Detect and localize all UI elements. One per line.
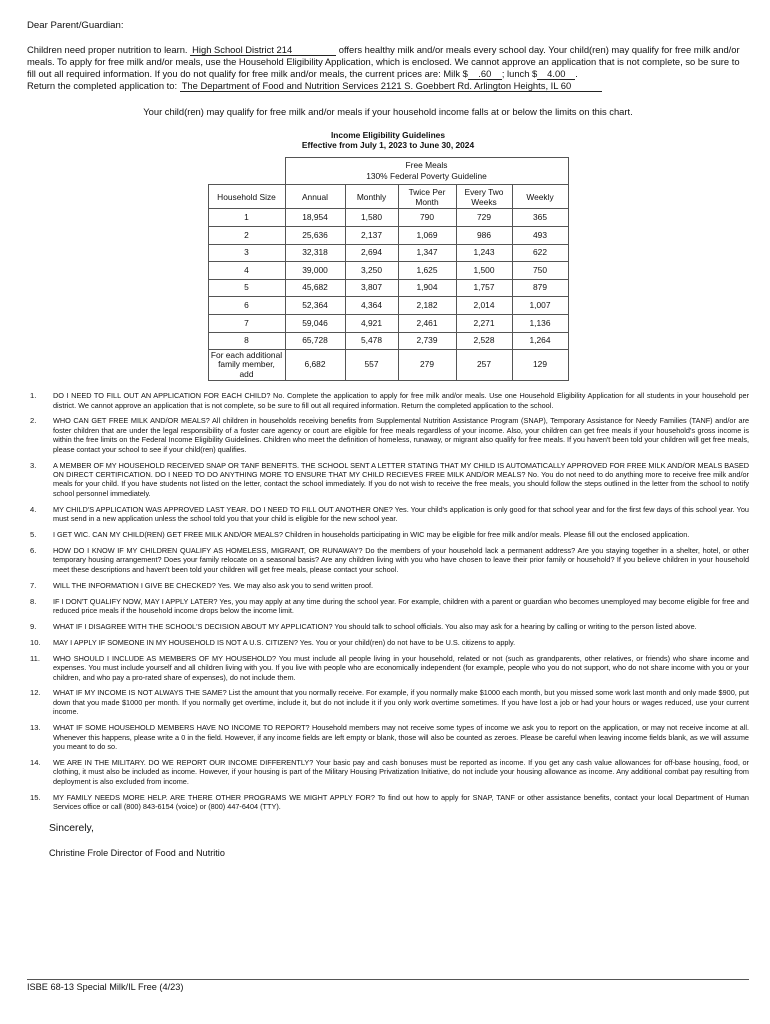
faq-text: MAY I APPLY IF SOMEONE IN MY HOUSEHOLD IS NOT A U.S. CITIZEN? Yes. You or your child(ren) do not have to be U.S. citizens to apply. bbox=[53, 637, 516, 647]
faq-item bbox=[27, 688, 749, 716]
intro-text-2: offers healthy milk and/or meals every school day. Your child(ren) may qualify for free milk and/or meals. To apply for free milk and/or meals, use the Household Eligibility Application, which is enclosed. We cannot approve an application that is not complete, so be sure to fill out all required information. If you do not qualify for free milk and/or meals, the current prices are: Milk $ bbox=[27, 44, 740, 80]
table-cell: 2,271 bbox=[456, 314, 512, 332]
table-cell: 1,264 bbox=[512, 332, 568, 350]
table-cell: 729 bbox=[456, 209, 512, 227]
table-cell: 279 bbox=[398, 350, 456, 381]
faq-item bbox=[27, 793, 749, 812]
table-cell: 8 bbox=[208, 332, 285, 350]
table-cell: 4 bbox=[208, 262, 285, 280]
column-header: Monthly bbox=[345, 185, 398, 209]
faq-number: 11. bbox=[30, 653, 40, 663]
table-cell: 2,461 bbox=[398, 314, 456, 332]
table-cell: 493 bbox=[512, 227, 568, 245]
table-row bbox=[208, 244, 568, 262]
faq-text: WE ARE IN THE MILITARY. DO WE REPORT OUR INCOME DIFFERENTLY? Your basic pay and cash bonuses must be reported as income. If you get any cash value allowances for off-base housing, food, or clothing, it must also be included as income. However, if your housing is part of the Military Housing Privatization Initiative, do not include your housing allowance as income. Any additional combat pay resulting from deployment is also excluded from income. bbox=[53, 757, 749, 786]
table-row bbox=[208, 297, 568, 315]
faq-text: WHO SHOULD I INCLUDE AS MEMBERS OF MY HOUSEHOLD? You must include all people living in your household, related or not (such as grandparents, other relatives, or friends) who share income and expenses. You must include yourself and all children living with you. If you live with people who are economically independent (for example, people who you do not support, who do not share income with you or your children, and who pay a pro-rated share of expenses), do not include them. bbox=[53, 653, 749, 682]
faq-item bbox=[27, 416, 749, 454]
table-cell: 1,007 bbox=[512, 297, 568, 315]
faq-text: A MEMBER OF MY HOUSEHOLD RECEIVED SNAP OR TANF BENEFITS. THE SCHOOL SENT A LETTER STATING THAT MY CHILD IS AUTOMATICALLY APPROVED FOR FREE MILK AND/OR MEALS BASED ON DIRECT CERTIFICATION. DO I NEED TO DO ANYTHING MORE TO ENSURE THAT MY CHILD RECIEVES FREE MILK AND/OR MEALS? No. You do not need to do anything more to receive free milk and/or meals for your child. If you have students not listed on the letter, contact the school immediately. If you do not wish to receive the free meals, you should follow the steps outlined in the letter from the school to notify school personnel immediately. bbox=[53, 460, 749, 498]
faq-number: 9. bbox=[30, 621, 37, 631]
table-row bbox=[208, 279, 568, 297]
column-header: Twice Per Month bbox=[398, 185, 456, 209]
table-cell: 2,137 bbox=[345, 227, 398, 245]
signer-name: Christine Frole Director of Food and Nutritio bbox=[49, 847, 225, 858]
table-cell: 4,364 bbox=[345, 297, 398, 315]
table-row bbox=[208, 350, 568, 381]
column-header: Every Two Weeks bbox=[456, 185, 512, 209]
table-cell: 986 bbox=[456, 227, 512, 245]
faq-item bbox=[27, 758, 749, 786]
faq-number: 8. bbox=[30, 596, 37, 606]
table-cell: 1,500 bbox=[456, 262, 512, 280]
table-cell: 750 bbox=[512, 262, 568, 280]
table-cell: 2,694 bbox=[345, 244, 398, 262]
table-cell: 1,069 bbox=[398, 227, 456, 245]
form-footer: ISBE 68-13 Special Milk/IL Free (4/23) bbox=[27, 979, 749, 992]
faq-number: 12. bbox=[30, 688, 41, 698]
qualify-statement: Your child(ren) may qualify for free milk and/or meals if your household income falls at or below the limits on this chart. bbox=[143, 106, 633, 118]
intro-text-4: . bbox=[575, 68, 578, 80]
intro-paragraph bbox=[27, 44, 749, 92]
faq-item bbox=[27, 546, 749, 574]
salutation: Dear Parent/Guardian: bbox=[27, 20, 124, 31]
table-cell: 2 bbox=[208, 227, 285, 245]
table-cell: 6 bbox=[208, 297, 285, 315]
table-row bbox=[208, 209, 568, 227]
table-cell: 1,347 bbox=[398, 244, 456, 262]
table-row bbox=[208, 262, 568, 280]
table-cell: 52,364 bbox=[285, 297, 345, 315]
faq-item bbox=[27, 391, 749, 410]
group-header bbox=[285, 158, 568, 185]
table-cell: 59,046 bbox=[285, 314, 345, 332]
table-cell: 365 bbox=[512, 209, 568, 227]
faq-number: 3. bbox=[30, 460, 37, 470]
table-cell: 6,682 bbox=[285, 350, 345, 381]
faq-number: 1. bbox=[30, 391, 37, 401]
table-cell: 1,904 bbox=[398, 279, 456, 297]
table-cell: 2,014 bbox=[456, 297, 512, 315]
table-effective-dates: Effective from July 1, 2023 to June 30, 2024 bbox=[301, 140, 475, 151]
faq-text: I GET WIC. CAN MY CHILD(REN) GET FREE MILK AND/OR MEALS? Children in households participating in WIC may be eligible for free milk and/or meals. Please fill out the enclosed application. bbox=[53, 530, 690, 540]
intro-text-3: ; lunch $ bbox=[501, 68, 538, 80]
return-address-field: The Department of Food and Nutrition Services 2121 S. Goebbert Rd. Arlington Heights, IL 60 bbox=[180, 81, 602, 92]
faq-text: DO I NEED TO FILL OUT AN APPLICATION FOR EACH CHILD? No. Complete the application to apply for free milk and/or meals. Use one Household Eligibility Application for all students in your household per district. We cannot approve an application that is not complete, so be sure to fill out all required information. Return the completed application to the school. bbox=[53, 391, 749, 410]
faq-number: 4. bbox=[30, 504, 37, 514]
table-cell: 7 bbox=[208, 314, 285, 332]
table-cell: 1,136 bbox=[512, 314, 568, 332]
column-header: Weekly bbox=[512, 185, 568, 209]
table-row bbox=[208, 227, 568, 245]
faq-number: 14. bbox=[30, 757, 41, 767]
faq-number: 6. bbox=[30, 545, 37, 555]
faq-number: 15. bbox=[30, 792, 41, 802]
table-cell: 5 bbox=[208, 279, 285, 297]
table-cell: 1,580 bbox=[345, 209, 398, 227]
table-cell: For each additional family member, add bbox=[208, 350, 285, 381]
intro-text-5: Return the completed application to: bbox=[27, 80, 178, 92]
table-cell: 5,478 bbox=[345, 332, 398, 350]
table-cell: 2,739 bbox=[398, 332, 456, 350]
faq-text: WILL THE INFORMATION I GIVE BE CHECKED? Yes. We may also ask you to send written proof. bbox=[53, 580, 374, 590]
faq-item bbox=[27, 505, 749, 524]
table-cell: 39,000 bbox=[285, 262, 345, 280]
table-cell: 1 bbox=[208, 209, 285, 227]
table-cell: 1,757 bbox=[456, 279, 512, 297]
group-header-1: Free Meals bbox=[405, 160, 448, 171]
faq-number: 2. bbox=[30, 416, 37, 426]
table-cell: 4,921 bbox=[345, 314, 398, 332]
faq-number: 13. bbox=[30, 723, 41, 733]
table-row bbox=[208, 332, 568, 350]
table-title-block bbox=[27, 130, 749, 151]
closing-sincerely: Sincerely, bbox=[49, 823, 94, 835]
faq-list bbox=[27, 391, 749, 811]
faq-text: MY CHILD'S APPLICATION WAS APPROVED LAST YEAR. DO I NEED TO FILL OUT ANOTHER ONE? Yes. Your child's application is only good for that school year and for the first few days of this school year. You must send in a new application unless the school told you that your child is eligible for the new school year. bbox=[53, 504, 749, 524]
milk-price-field: .60 bbox=[468, 69, 502, 80]
table-cell: 129 bbox=[512, 350, 568, 381]
table-cell: 65,728 bbox=[285, 332, 345, 350]
income-eligibility-table bbox=[208, 157, 569, 381]
faq-text: MY FAMILY NEEDS MORE HELP. ARE THERE OTHER PROGRAMS WE MIGHT APPLY FOR? To find out how to apply for SNAP, TANF or other assistance benefits, contact your local Department of Human Services office or call (800) 843-6154 (voice) or (800) 447-6404 (TTY). bbox=[53, 792, 749, 811]
table-cell: 1,625 bbox=[398, 262, 456, 280]
lunch-price-field: 4.00 bbox=[537, 69, 575, 80]
faq-text: HOW DO I KNOW IF MY CHILDREN QUALIFY AS HOMELESS, MIGRANT, OR RUNAWAY? Do the members of your household lack a permanent address? Are you staying together in a shelter, hotel, or other temporary housing arrangement? Does your family relocate on a seasonal basis? Are any children living with you who have chosen to leave their prior family or household? If you believe children in your household meet these descriptions and haven't been told your children will get free meals, please contact your school. bbox=[53, 545, 749, 574]
district-field: High School District 214 bbox=[190, 45, 336, 56]
faq-text: WHAT IF MY INCOME IS NOT ALWAYS THE SAME? List the amount that you normally receive. For example, if you normally make $1000 each month, but you missed some work last month and only made $900, put down that you made $1000 per month. If you normally get overtime, include it, but do not include it if you only work overtime sometimes. If you have lost a job or had your hours or wages reduced, use your current income. bbox=[53, 688, 749, 717]
table-cell: 2,182 bbox=[398, 297, 456, 315]
faq-item bbox=[27, 654, 749, 682]
faq-text: WHAT IF I DISAGREE WITH THE SCHOOL'S DECISION ABOUT MY APPLICATION? You should talk to school officials. You also may ask for a hearing by calling or writing to the person listed above. bbox=[53, 621, 697, 631]
table-cell: 622 bbox=[512, 244, 568, 262]
table-cell: 257 bbox=[456, 350, 512, 381]
faq-item bbox=[27, 597, 749, 616]
faq-text: WHO CAN GET FREE MILK AND/OR MEALS? All children in households receiving benefits from Supplemental Nutrition Assistance Program (SNAP), Temporary Assistance for Needy Families (TANF) and/or are foster children that are under the legal responsibility of a foster care agency or court are eligible for free meals regardless of your income. Also, your children can get free meals if your household's gross income is within the free limits on the Federal Income Eligibility Guidelines. Children who meet the definition of homeless, runaway, or migrant also qualify for free meals. If you haven't been told your children will get free meals, please contact your school to see if your child(ren) qualifies. bbox=[53, 416, 749, 454]
table-cell: 1,243 bbox=[456, 244, 512, 262]
table-cell: 3 bbox=[208, 244, 285, 262]
faq-number: 10. bbox=[30, 637, 41, 647]
faq-text: IF I DON'T QUALIFY NOW, MAY I APPLY LATER? Yes, you may apply at any time during the school year. For example, children with a parent or guardian who becomes unemployed may become eligible for free and reduced price meals if the household income drops below the income limit. bbox=[53, 596, 749, 615]
table-cell: 879 bbox=[512, 279, 568, 297]
column-header: Household Size bbox=[208, 185, 285, 209]
faq-number: 7. bbox=[30, 580, 37, 590]
intro-text-1: Children need proper nutrition to learn. bbox=[27, 44, 188, 56]
table-cell: 2,528 bbox=[456, 332, 512, 350]
faq-item bbox=[27, 638, 749, 647]
table-cell: 3,250 bbox=[345, 262, 398, 280]
faq-item bbox=[27, 723, 749, 751]
faq-item bbox=[27, 622, 749, 631]
group-header-2: 130% Federal Poverty Guideline bbox=[366, 171, 487, 182]
table-cell: 18,954 bbox=[285, 209, 345, 227]
table-row bbox=[208, 314, 568, 332]
table-cell: 45,682 bbox=[285, 279, 345, 297]
faq-text: WHAT IF SOME HOUSEHOLD MEMBERS HAVE NO INCOME TO REPORT? Household members may not receive some types of income we ask you to report on the application, or may not receive income at all. Whenever this happens, please write a 0 in the field. However, if any income fields are left empty or blank, those will also be counted as zeroes. Please be careful when leaving income fields blank, as we will assume you meant to do so. bbox=[53, 723, 749, 751]
faq-number: 5. bbox=[30, 530, 37, 540]
faq-item bbox=[27, 461, 749, 499]
faq-item bbox=[27, 581, 749, 590]
letter-page bbox=[27, 20, 749, 859]
faq-item bbox=[27, 530, 749, 539]
table-cell: 3,807 bbox=[345, 279, 398, 297]
table-cell: 32,318 bbox=[285, 244, 345, 262]
table-title: Income Eligibility Guidelines bbox=[330, 129, 445, 140]
table-cell: 557 bbox=[345, 350, 398, 381]
column-header: Annual bbox=[285, 185, 345, 209]
table-cell: 790 bbox=[398, 209, 456, 227]
table-cell: 25,636 bbox=[285, 227, 345, 245]
